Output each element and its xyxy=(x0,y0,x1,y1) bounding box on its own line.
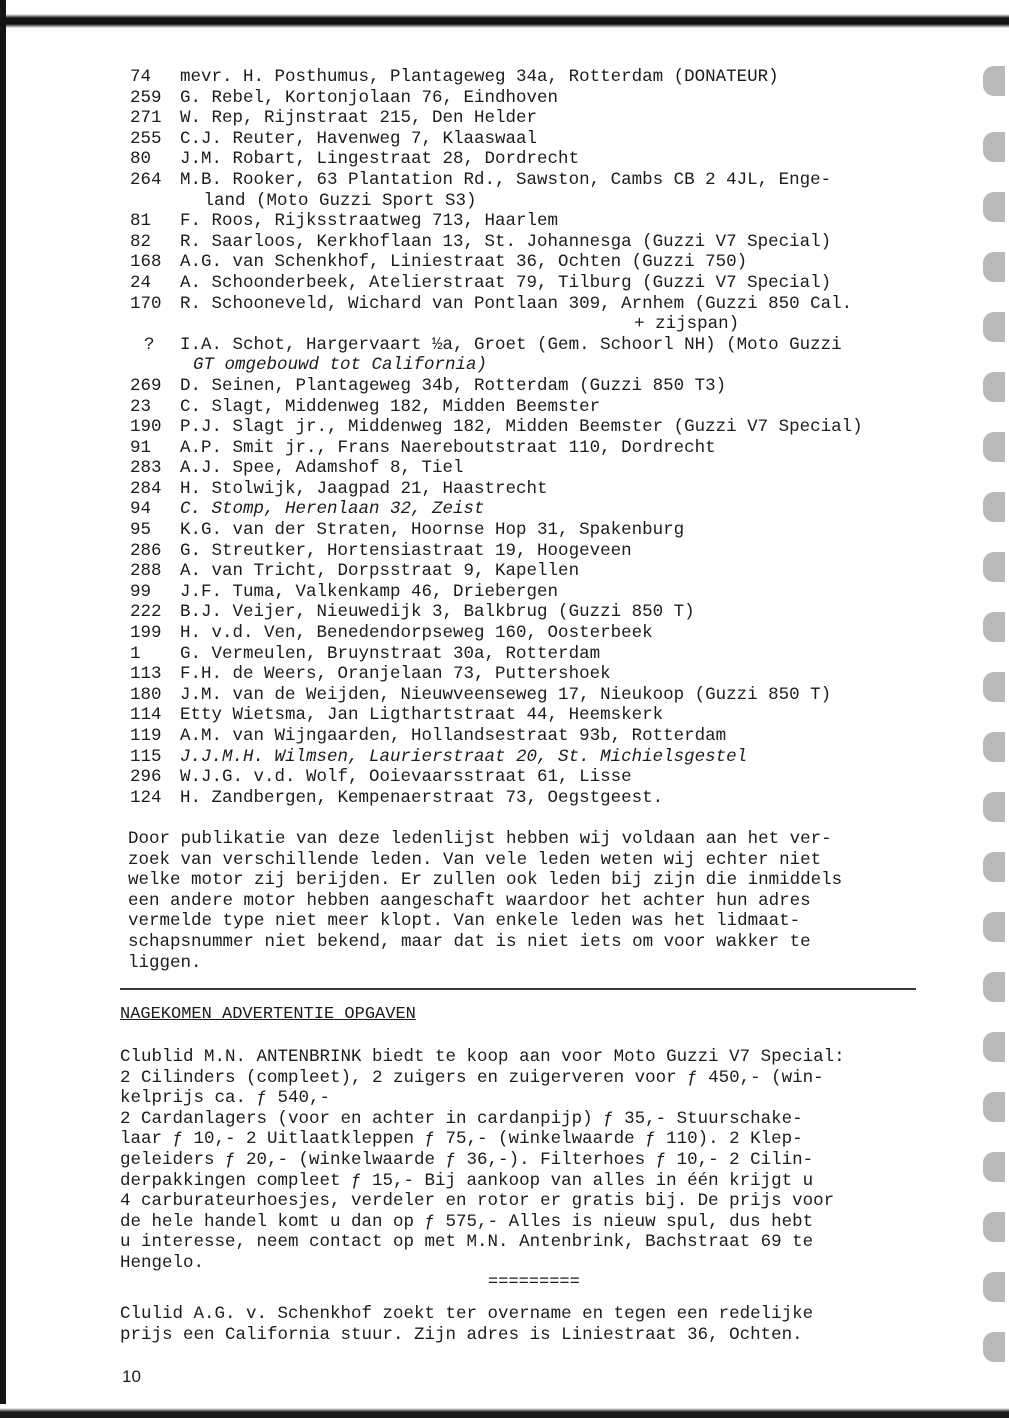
member-entry: M.B. Rooker, 63 Plantation Rd., Sawston, Cambs CB 2 4JL, Enge- xyxy=(180,169,832,190)
member-row xyxy=(130,252,980,273)
member-number: 94 xyxy=(130,499,152,520)
member-entry: R. Saarloos, Kerkhoflaan 13, St. Johannesga (Guzzi V7 Special) xyxy=(180,231,832,252)
member-entry: C.J. Reuter, Havenweg 7, Klaaswaal xyxy=(180,128,538,149)
member-number: 1 xyxy=(130,643,141,664)
member-number: 114 xyxy=(130,705,162,726)
member-row xyxy=(130,67,980,88)
member-row xyxy=(130,541,980,562)
member-row xyxy=(130,623,980,644)
member-number: 199 xyxy=(130,623,162,644)
member-row xyxy=(130,397,980,418)
member-entry-continuation: GT omgebouwd tot California) xyxy=(130,355,488,376)
member-number: ? xyxy=(144,334,155,355)
advertisement-schenkhof: Clulid A.G. v. Schenkhof zoekt ter overname en tegen een redelijke prijs een California stuur. Zijn adres is Liniestraat 36, Ochten. xyxy=(120,1304,814,1345)
member-entry: W.J.G. v.d. Wolf, Ooievaarsstraat 61, Lisse xyxy=(180,767,632,788)
member-entry: C. Slagt, Middenweg 182, Midden Beemster xyxy=(180,396,601,417)
member-row xyxy=(130,211,980,232)
member-row xyxy=(130,767,980,788)
member-row xyxy=(130,644,980,665)
member-number: 222 xyxy=(130,602,162,623)
advertisement-antenbrink: Clublid M.N. ANTENBRINK biedt te koop aan voor Moto Guzzi V7 Special: 2 Cilinders (compleet), 2 zuigers en zuigerveren voor ƒ 450,- (win- kelprijs ca. ƒ 540,- 2 Cardanlagers (voor en achter in cardanpijp) ƒ 35,- Stuurschake- laar ƒ 10,- 2 Uitlaatkleppen ƒ 75,- (winkelwaarde ƒ 110). 2 Klep- geleiders ƒ 20,- (winkelwaarde ƒ 36,-). Filterhoes ƒ 10,- 2 Cilin- derpakkingen compleet ƒ 15,- Bij aankoop van alles in één krijgt u 4 carburateurhoesjes, verdeler en rotor er gratis bij. De prijs voor de hele handel komt u dan op ƒ 575,- Alles is nieuw spul, dus hebt u interesse, neem contact op met M.N. Antenbrink, Bachstraat 69 te Hengelo. xyxy=(120,1047,845,1273)
member-entry: C. Stomp, Herenlaan 32, Zeist xyxy=(180,499,485,520)
member-row xyxy=(130,170,980,191)
member-entry: A.G. van Schenkhof, Liniestraat 36, Ochten (Guzzi 750) xyxy=(180,252,748,273)
member-entry: F.H. de Weers, Oranjelaan 73, Puttershoek xyxy=(180,664,611,685)
member-row xyxy=(130,458,980,479)
member-entry: F. Roos, Rijksstraatweg 713, Haarlem xyxy=(180,211,559,232)
member-number: 259 xyxy=(130,87,162,108)
member-entry: J.M. Robart, Lingestraat 28, Dordrecht xyxy=(180,149,580,170)
member-number: 168 xyxy=(130,252,162,273)
member-number: 119 xyxy=(130,726,162,746)
member-number: 288 xyxy=(130,561,162,582)
member-entry: A.J. Spee, Adamshof 8, Tiel xyxy=(180,458,464,479)
member-number: 82 xyxy=(130,231,152,252)
member-number: 284 xyxy=(130,478,162,499)
member-number: 99 xyxy=(130,581,152,602)
member-number: 180 xyxy=(130,684,162,705)
member-number: 113 xyxy=(130,664,162,685)
member-row xyxy=(130,376,980,397)
member-row xyxy=(130,499,980,520)
member-entry: J.M. van de Weijden, Nieuwveenseweg 17, Nieukoop (Guzzi 850 T) xyxy=(180,684,832,705)
member-number: 283 xyxy=(130,458,162,479)
member-row xyxy=(130,108,980,129)
member-row xyxy=(130,129,980,150)
member-row xyxy=(130,582,980,603)
member-number: 286 xyxy=(130,540,162,561)
member-row xyxy=(130,788,980,809)
member-number: 269 xyxy=(130,375,162,396)
member-number: 95 xyxy=(130,520,152,541)
member-row xyxy=(130,561,980,582)
member-row xyxy=(130,685,980,706)
member-number: 80 xyxy=(130,149,152,170)
member-row xyxy=(130,294,980,315)
member-row xyxy=(130,705,980,726)
member-number: 190 xyxy=(130,417,162,438)
member-list xyxy=(130,67,980,808)
member-entry: A.P. Smit jr., Frans Naereboutstraat 110, Dordrecht xyxy=(180,437,716,458)
member-entry: W. Rep, Rijnstraat 215, Den Helder xyxy=(180,108,538,129)
member-entry: H. Zandbergen, Kempenaerstraat 73, Oegstgeest. xyxy=(180,787,664,808)
member-row xyxy=(130,88,980,109)
member-entry: A. Schoonderbeek, Atelierstraat 79, Tilburg (Guzzi V7 Special) xyxy=(180,272,832,293)
member-entry: J.F. Tuma, Valkenkamp 46, Driebergen xyxy=(180,581,559,602)
member-number: 170 xyxy=(130,293,162,314)
member-entry: B.J. Veijer, Nieuwedijk 3, Balkbrug (Guzzi 850 T) xyxy=(180,602,695,623)
member-entry: Etty Wietsma, Jan Ligthartstraat 44, Heemskerk xyxy=(180,705,664,726)
member-entry: A.M. van Wijngaarden, Hollandsestraat 93b, Rotterdam xyxy=(180,726,727,746)
member-number: 115 xyxy=(130,746,162,767)
member-number: 124 xyxy=(130,787,162,808)
member-number: 24 xyxy=(130,272,152,293)
member-row xyxy=(130,479,980,500)
member-entry-continuation: + zijspan) xyxy=(130,314,740,335)
member-entry: A. van Tricht, Dorpsstraat 9, Kapellen xyxy=(180,561,580,582)
member-row xyxy=(130,335,980,356)
member-entry: H. Stolwijk, Jaagpad 21, Haastrecht xyxy=(180,478,548,499)
member-entry: mevr. H. Posthumus, Plantageweg 34a, Rotterdam (DONATEUR) xyxy=(180,67,779,87)
member-entry: G. Rebel, Kortonjolaan 76, Eindhoven xyxy=(180,87,559,108)
member-row xyxy=(130,664,980,685)
member-row xyxy=(130,273,980,294)
horizontal-rule xyxy=(120,988,916,990)
member-entry: D. Seinen, Plantageweg 34b, Rotterdam (Guzzi 850 T3) xyxy=(180,375,727,396)
member-row xyxy=(130,149,980,170)
member-entry: I.A. Schot, Hargervaart ½a, Groet (Gem. Schoorl NH) (Moto Guzzi xyxy=(180,334,842,355)
page-number: 10 xyxy=(122,1367,141,1386)
member-entry: K.G. van der Straten, Hoornse Hop 31, Spakenburg xyxy=(180,520,685,541)
member-row xyxy=(130,520,980,541)
member-row xyxy=(130,602,980,623)
separator-line: ========= xyxy=(488,1273,580,1292)
member-entry: R. Schooneveld, Wichard van Pontlaan 309, Arnhem (Guzzi 850 Cal. xyxy=(180,293,853,314)
member-entry: J.J.M.H. Wilmsen, Laurierstraat 20, St. Michielsgestel xyxy=(180,746,748,767)
member-number: 255 xyxy=(130,128,162,149)
member-number: 264 xyxy=(130,169,162,190)
member-row xyxy=(130,438,980,459)
member-row xyxy=(130,726,980,747)
member-number: 296 xyxy=(130,767,162,788)
member-row xyxy=(130,747,980,768)
member-number: 271 xyxy=(130,108,162,129)
member-entry: G. Streutker, Hortensiastraat 19, Hoogeveen xyxy=(180,540,632,561)
member-number: 91 xyxy=(130,437,152,458)
section-heading: NAGEKOMEN ADVERTENTIE OPGAVEN xyxy=(120,1005,416,1024)
member-number: 74 xyxy=(130,67,152,87)
member-row xyxy=(130,417,980,438)
closing-paragraph: Door publikatie van deze ledenlijst hebben wij voldaan aan het ver- zoek van verschillende leden. Van vele leden weten wij echter niet welke motor zij berijden. Er zullen ook leden bij zijn die inmiddels een andere motor hebben aangeschaft waardoor het achter hun adres vermelde type niet meer klopt. Van enkele leden was het lidmaat- schapsnummer niet bekend, maar dat is niet iets om voor wakker te liggen. xyxy=(128,829,843,973)
member-entry: P.J. Slagt jr., Middenweg 182, Midden Beemster (Guzzi V7 Special) xyxy=(180,417,863,438)
member-row xyxy=(130,232,980,253)
member-number: 23 xyxy=(130,396,152,417)
member-entry: H. v.d. Ven, Benedendorpseweg 160, Oosterbeek xyxy=(180,623,653,644)
member-entry-continuation: land (Moto Guzzi Sport S3) xyxy=(130,190,477,211)
member-number: 81 xyxy=(130,211,152,232)
member-entry: G. Vermeulen, Bruynstraat 30a, Rotterdam xyxy=(180,643,601,664)
